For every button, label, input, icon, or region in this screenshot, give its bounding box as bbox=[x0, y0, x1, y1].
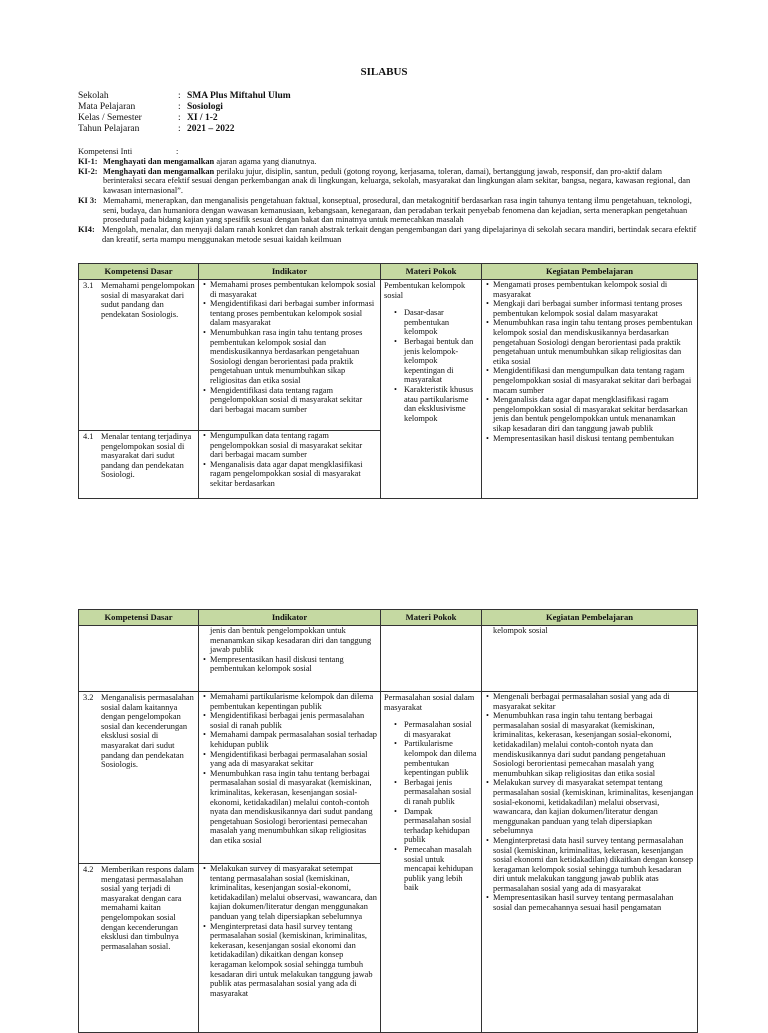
indicator-cell bbox=[198, 863, 381, 1033]
materi-cell bbox=[380, 279, 482, 499]
syllabus-table-2 bbox=[78, 609, 698, 1024]
page-title: SILABUS bbox=[360, 66, 408, 78]
list-item: • Memahami partikularisme kelompok dan dilema pembentukan kepentingan publik bbox=[202, 692, 377, 711]
materi-intro: Permasalahan sosial dalam masyarakat bbox=[384, 693, 475, 712]
list-item: • Permasalahan sosial di masyarakat bbox=[392, 720, 478, 739]
list-item: • Mengidentifikasi dari berbagai sumber informasi tentang proses pembentukan kelompok sosial dalam masyarakat bbox=[202, 299, 377, 328]
ki-label: KI4: bbox=[78, 224, 95, 234]
info-colon: : bbox=[178, 124, 181, 134]
list-item: • Berbagai bentuk dan jenis kelompok-kelompok kepentingan di masyarakat bbox=[392, 337, 478, 385]
ki-item bbox=[78, 196, 700, 225]
ki-text: perilaku jujur, disiplin, santun, peduli (gotong royong, kerjasama, toleran, damai), bertanggung jawab, responsif, dan pro-aktif dalam berinteraksi secara efektif sesuai dengan perkembangan anak di lingkungan, keluarga, sekolah, masyarakat dan lingkungan alam sekitar, bangsa, negara, kawasan regional, dan kawasan internasional”. bbox=[103, 166, 691, 196]
kegiatan-cell bbox=[481, 279, 698, 499]
indicator-list bbox=[199, 655, 380, 674]
list-item: • Mempresentasikan hasil diskusi tentang pembentukan kelompok sosial bbox=[202, 655, 377, 674]
header-kompetensi-dasar: Kompetensi Dasar bbox=[78, 263, 199, 280]
ki-heading: Kompetensi Inti bbox=[78, 147, 133, 156]
indicator-list bbox=[199, 279, 380, 414]
indicator-cell bbox=[198, 625, 381, 692]
ki-text: Mengolah, menalar, dan menyaji dalam ranah konkret dan ranah abstrak terkait dengan pengembangan dari yang dipelajarinya di sekolah secara mandiri, bertindak secara efektif dan kreatif, serta mampu menggunakan metode sesuai kaidah keilmuan bbox=[102, 224, 697, 244]
header-kompetensi-dasar: Kompetensi Dasar bbox=[78, 609, 199, 626]
info-value: XI / 1-2 bbox=[187, 113, 218, 123]
list-item: • Mengidentifikasi berbagai jenis permasalahan sosial di ranah publik bbox=[202, 711, 377, 730]
info-value: 2021 – 2022 bbox=[187, 124, 235, 134]
kegiatan-cell bbox=[481, 625, 698, 692]
ki-item bbox=[78, 225, 700, 244]
info-colon: : bbox=[178, 113, 181, 123]
materi-list bbox=[384, 720, 478, 893]
list-item: • Mempresentasikan hasil survey tentang permasalahan sosial dan pemecahannya sesuai hasil pengamatan bbox=[485, 893, 694, 912]
ki-bold: Menghayati dan mengamalkan bbox=[103, 166, 215, 176]
indicator-list bbox=[199, 691, 380, 846]
info-value: Sosiologi bbox=[187, 102, 223, 112]
list-item: • Dampak permasalahan sosial terhadap kehidupan publik bbox=[392, 807, 478, 845]
list-item: • Mengidentifikasi data tentang ragam pengelompokkan sosial di masyarakat sekitar dari berbagai macam sumber bbox=[202, 386, 377, 415]
kegiatan-cell bbox=[481, 691, 698, 1033]
indicator-cell bbox=[198, 430, 381, 499]
list-item: • Mengumpulkan data tentang ragam pengelompokkan sosial di masyarakat sekitar dari berbagai macam sumber bbox=[202, 431, 377, 460]
indicator-continuation: jenis dan bentuk pengelompokkan untuk menanamkan sikap kesadaran diri dan tanggung jawab publik bbox=[210, 626, 372, 655]
ki-text: Memahami, menerapkan, dan menganalisis pengetahuan faktual, konseptual, prosedural, dan metakognitif berdasarkan rasa ingin tahunya tentang ilmu pengetahuan, teknologi, seni, budaya, dan humaniora dengan wawasan kemanusiaan, kebangsaan, kenegaraan, dan peradaban terkait penyebab fenomena dan kejadian, serta menerapkan pengetahuan prosedural pada bidang kajian yang spesifik sesuai dengan bakat dan minatnya untuk memecahkan masalah bbox=[103, 195, 692, 225]
kd-cell bbox=[78, 625, 199, 692]
ki-item bbox=[78, 157, 700, 167]
list-item: • Menumbuhkan rasa ingin tahu tentang proses pembentukan kelompok sosial dan mendiskusikannya berdasarkan pengetahuan Sosiologi dengan berorientasi pada praktik pengetahuan untuk menumbuhkan sikap religiositas dan etika sosial bbox=[202, 328, 377, 386]
indicator-list bbox=[199, 863, 380, 998]
kd-text: Memberikan respons dalam mengatasi permasalahan sosial yang terjadi di masyarakat dengan cara memahami kaitan pengelompokan sosial dengan kecenderungan eksklusi dan timbulnya permasalahan sosial. bbox=[101, 865, 195, 951]
list-item: • Melakukan survey di masyarakat setempat tentang permasalahan sosial (kemiskinan, kriminalitas, kesenjangan sosial-ekonomi, ketidakadilan) melalui observasi, wawancara, dan kajian dokumen/literatur dengan menggunakan panduan yang telah dipersiapkan sebelumnya bbox=[485, 778, 694, 836]
list-item: • Memahami dampak permasalahan sosial terhadap kehidupan publik bbox=[202, 730, 377, 749]
ki-bold: Menghayati dan mengamalkan bbox=[103, 157, 215, 166]
kd-cell bbox=[78, 863, 199, 1033]
list-item: • Karakteristik khusus atau partikularisme dan eksklusivisme kelompok bbox=[392, 385, 478, 423]
info-colon: : bbox=[178, 91, 181, 101]
list-item: • Partikularisme kelompok dan dilema pembentukan kepentingan publik bbox=[392, 739, 478, 777]
info-value: SMA Plus Miftahul Ulum bbox=[187, 91, 291, 101]
ki-label: KI-2: bbox=[78, 166, 98, 176]
list-item: • Menganalisis data agar dapat mengklasifikasi ragam pengelompokkan sosial di masyarakat sekitar berdasarkan jenis dan bentuk pengelompokkan untuk menanamkan sikap kesadaran diri dan tanggung jawab publik bbox=[485, 395, 694, 433]
materi-cell bbox=[380, 691, 482, 1033]
list-item: • Mengidentifikasi berbagai permasalahan sosial yang ada di masyarakat sekitar bbox=[202, 750, 377, 769]
list-item: • Menginterpretasi data hasil survey tentang permasalahan sosial (kemiskinan, kriminalitas, kekerasan, kesenjangan sosial ekonomi dan ketidakadilan) dikaitkan dengan konsep keragaman kelompok sosial sehingga tumbuh kesadaran diri untuk melakukan tanggung jawab publik atas permasalahan sosial yang ada di masyarakat bbox=[202, 922, 377, 999]
info-key: Mata Pelajaran bbox=[78, 102, 136, 112]
header-materi-pokok: Materi Pokok bbox=[380, 263, 482, 280]
materi-cell bbox=[380, 625, 482, 692]
kd-cell bbox=[78, 430, 199, 499]
list-item: • Mengidentifikasi dan mengumpulkan data tentang ragam pengelompokkan sosial di masyarakat sekitar dari berbagai macam sumber bbox=[485, 366, 694, 395]
list-item: • Dasar-dasar pembentukan kelompok bbox=[392, 308, 478, 337]
kd-text: Memahami pengelompokan sosial di masyarakat dari sudut pandang dan pendekatan Sosiologis. bbox=[101, 281, 195, 319]
kd-cell bbox=[78, 279, 199, 431]
list-item: • Mengenali berbagai permasalahan sosial yang ada di masyarakat sekitar bbox=[485, 692, 694, 711]
header-materi-pokok: Materi Pokok bbox=[380, 609, 482, 626]
info-key: Kelas / Semester bbox=[78, 113, 142, 123]
list-item: • Menumbuhkan rasa ingin tahu tentang berbagai permasalahan sosial di masyarakat (kemiskinan, kriminalitas, kekerasan, kesenjangan sosial-ekonomi, ketidakadilan) melalui contoh-contoh nyata dan mendiskusikannya dari sudut pandang pengetahuan Sosiologi berorientasi pemecahan masalah yang menumbuhkan sikap religiositas dan etika sosial bbox=[485, 711, 694, 778]
list-item: • Mengkaji dari berbagai sumber informasi tentang proses pembentukan kelompok sosial dalam masyarakat bbox=[485, 299, 694, 318]
kd-number: 4.2 bbox=[83, 865, 94, 874]
kompetensi-inti bbox=[78, 147, 700, 244]
list-item: • Menginterpretasi data hasil survey tentang permasalahan sosial (kemiskinan, kriminalitas, kekerasan, kesenjangan sosial ekonomi dan ketidakadilan) dikaitkan dengan konsep keragaman kelompok sosial sehingga tumbuh kesadaran diri untuk melakukan tanggung jawab publik atas permasalahan sosial yang ada di masyarakat bbox=[485, 836, 694, 894]
materi-list bbox=[384, 308, 478, 423]
header-kegiatan-pembelajaran: Kegiatan Pembelajaran bbox=[481, 609, 698, 626]
kd-number: 3.2 bbox=[83, 693, 94, 702]
kd-cell bbox=[78, 691, 199, 864]
kegiatan-list bbox=[482, 279, 697, 443]
list-item: • Melakukan survey di masyarakat setempat tentang permasalahan sosial (kemiskinan, kriminalitas, kesenjangan sosial-ekonomi, ketidakadilan) melalui observasi, wawancara, dan kajian dokumen/literatur dengan menggunakan panduan yang telah dipersiapkan sebelumnya bbox=[202, 864, 377, 922]
header-indikator: Indikator bbox=[198, 609, 381, 626]
list-item: • Menumbuhkan rasa ingin tahu tentang berbagai permasalahan sosial di masyarakat (kemiskinan, kriminalitas, kekerasan, kesenjangan sosial-ekonomi, ketidakadilan) melalui contoh-contoh nyata dan mendiskusikannya dari sudut pandang pengetahuan Sosiologi berorientasi pemecahan masalah yang menumbuhkan sikap religiositas dan etika sosial bbox=[202, 769, 377, 846]
list-item: • Mempresentasikan hasil diskusi tentang pembentukan bbox=[485, 434, 694, 444]
list-item: • Menumbuhkan rasa ingin tahu tentang proses pembentukan kelompok sosial dan mendiskusikannya berdasarkan pengetahuan Sosiologi dengan berorientasi pada praktik pengetahuan untuk menumbuhkan sikap religiositas dan etika sosial bbox=[485, 318, 694, 366]
info-key: Tahun Pelajaran bbox=[78, 124, 140, 134]
list-item: • Mengamati proses pembentukan kelompok sosial di masyarakat bbox=[485, 280, 694, 299]
ki-heading-row bbox=[78, 147, 700, 157]
header-indikator: Indikator bbox=[198, 263, 381, 280]
list-item: • Pemecahan masalah sosial untuk mencapai kehidupan publik yang lebih baik bbox=[392, 845, 478, 893]
kd-text: Menalar tentang terjadinya pengelompokan sosial di masyarakat dari sudut pandang dan pendekatan Sosiologi. bbox=[101, 432, 192, 480]
header-kegiatan-pembelajaran: Kegiatan Pembelajaran bbox=[481, 263, 698, 280]
ki-label: KI-1: bbox=[78, 157, 98, 166]
list-item: • Berbagai jenis permasalahan sosial di ranah publik bbox=[392, 778, 478, 807]
indicator-list bbox=[199, 430, 380, 489]
kegiatan-continuation: kelompok sosial bbox=[493, 626, 548, 635]
kd-number: 4.1 bbox=[83, 432, 94, 441]
syllabus-table-1 bbox=[78, 263, 698, 499]
kd-text: Menganalisis permasalahan sosial dalam kaitannya dengan pengelompokan sosial dan kecenderungan eksklusi sosial di masyarakat dari sudut pandang dan pendekatan Sosiologis. bbox=[101, 693, 194, 770]
ki-label: KI 3: bbox=[78, 195, 97, 205]
indicator-cell bbox=[198, 279, 381, 431]
list-item: • Memahami proses pembentukan kelompok sosial di masyarakat bbox=[202, 280, 377, 299]
ki-heading-colon: : bbox=[176, 147, 179, 156]
ki-item bbox=[78, 167, 700, 196]
list-item: • Menganalisis data agar dapat mengklasifikasi ragam pengelompokkan sosial di masyarakat sekitar berdasarkan bbox=[202, 460, 377, 489]
ki-text: ajaran agama yang dianutnya. bbox=[214, 157, 317, 166]
kd-number: 3.1 bbox=[83, 281, 94, 290]
materi-intro: Pembentukan kelompok sosial bbox=[384, 281, 466, 300]
info-colon: : bbox=[178, 102, 181, 112]
info-key: Sekolah bbox=[78, 91, 109, 101]
kegiatan-list bbox=[482, 691, 697, 913]
indicator-cell bbox=[198, 691, 381, 864]
